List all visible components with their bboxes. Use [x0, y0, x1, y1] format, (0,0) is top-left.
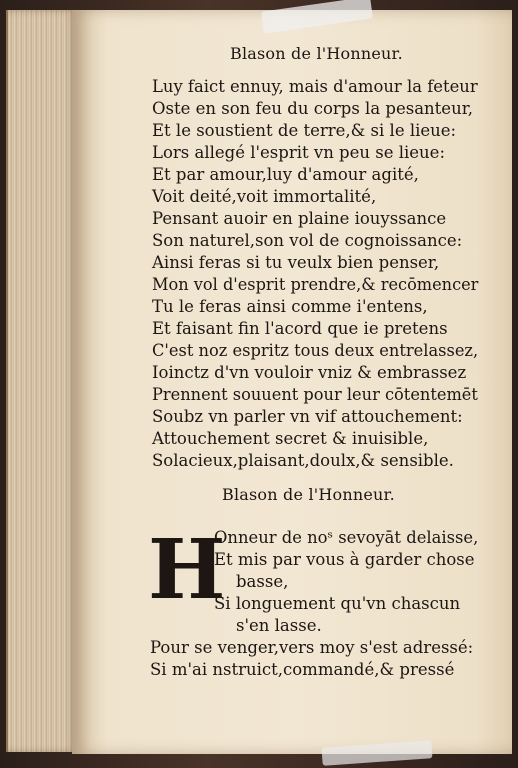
verse-line: Pour se venger,vers moy s'est adressé:	[150, 638, 474, 657]
verse-line: Ioinctz d'vn vouloir vniz & embrassez	[152, 363, 467, 382]
page-edges	[6, 10, 78, 752]
verse-line: Onneur de noˢ sevoyāt delaisse,	[214, 528, 479, 547]
verse-line: Prennent souuent pour leur cōtentemēt	[152, 385, 478, 404]
section-heading: Blason de l'Honneur.	[222, 485, 395, 504]
verse-line: Ainsi feras si tu veulx bien penser,	[152, 253, 440, 272]
verse-line: Attouchement secret & inuisible,	[152, 429, 429, 448]
verse-line: Lors allegé l'esprit vn peu se lieue:	[152, 143, 446, 162]
verse-line: s'en lasse.	[236, 616, 322, 635]
verse-line: Luy faict ennuy, mais d'amour la feteur	[152, 77, 478, 96]
verse-line: Solacieux,plaisant,doulx,& sensible.	[152, 451, 454, 470]
verse-line: basse,	[236, 572, 289, 591]
verse-line: Et le soustient de terre,& si le lieue:	[152, 121, 457, 140]
verse-line: Soubz vn parler vn vif attouchement:	[152, 407, 463, 426]
verse-line: Mon vol d'esprit prendre,& recōmencer	[152, 275, 479, 294]
verse-line: Et par amour,luy d'amour agité,	[152, 165, 419, 184]
verse-line: Si m'ai nstruict,commandé,& pressé	[150, 660, 455, 679]
verse-line: C'est noz espritz tous deux entrelassez,	[152, 341, 479, 360]
verse-line: Et faisant fin l'acord que ie pretens	[152, 319, 448, 338]
verse-line: Et mis par vous à garder chose	[214, 550, 475, 569]
verse-line: Son naturel,son vol de cognoissance:	[152, 231, 463, 250]
verse-line: Oste en son feu du corps la pesanteur,	[152, 99, 474, 118]
verse-line: Si longuement qu'vn chascun	[214, 594, 461, 613]
verse-line: Voit deité,voit immortalité,	[152, 187, 377, 206]
page-title: Blason de l'Honneur.	[230, 44, 403, 63]
verse-line: Tu le feras ainsi comme i'entens,	[152, 297, 428, 316]
drop-cap-initial: H	[148, 522, 226, 618]
verse-line: Pensant auoir en plaine iouyssance	[152, 209, 447, 228]
